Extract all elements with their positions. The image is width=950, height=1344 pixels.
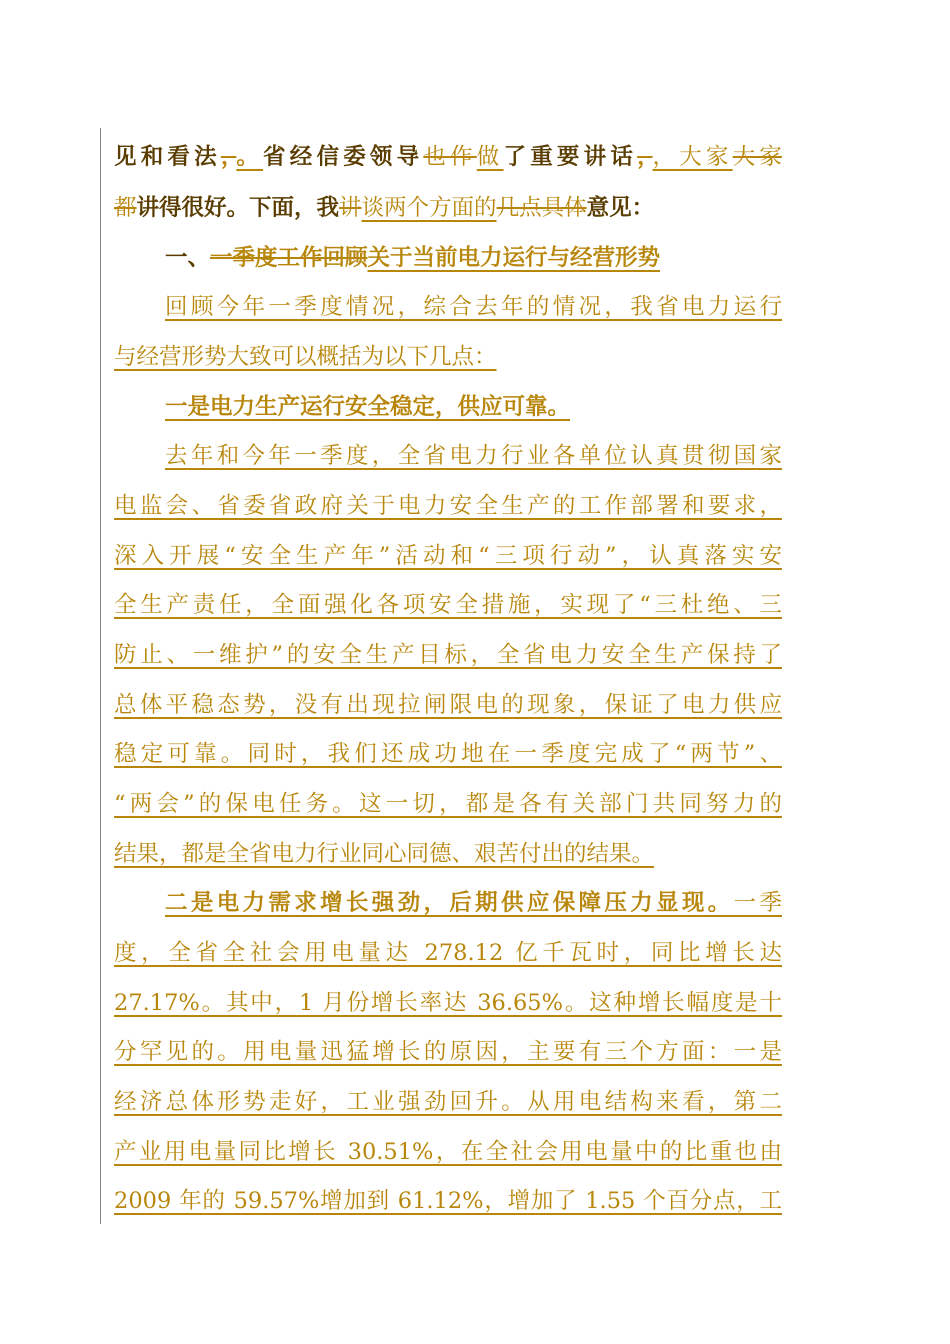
text-line	[114, 688, 782, 722]
deleted-text: ，	[637, 144, 653, 170]
text-line	[114, 1184, 782, 1218]
text-line	[114, 1035, 782, 1069]
inserted-text: “两会”的保电任务。这一切，都是各有关部门共同努力的	[114, 791, 782, 817]
inserted-text: ，大家	[652, 144, 733, 170]
text-line	[114, 140, 782, 174]
text-line	[114, 638, 782, 672]
deleted-text: 几点具体	[496, 195, 587, 221]
inserted-text: 谈两个方面的	[361, 195, 497, 221]
deleted-text: ，	[220, 144, 237, 170]
text-line	[114, 1135, 782, 1169]
inserted-text: 稳定可靠。同时，我们还成功地在一季度完成了“两节”、	[114, 741, 782, 767]
inserted-text: 二是电力需求增长强劲，后期供应保障压力显现。	[165, 890, 734, 916]
deleted-text: 一季度工作回顾	[210, 245, 368, 271]
inserted-text: 27.17%。其中，1 月份增长率达 36.65%。这种增长幅度是十	[114, 990, 782, 1016]
text-line	[114, 539, 782, 573]
inserted-text: 全生产责任，全面强化各项安全措施，实现了“三杜绝、三	[114, 592, 782, 618]
inserted-text: 深入开展“安全生产年”活动和“三项行动”，认真落实安	[114, 543, 782, 569]
text-line	[114, 489, 782, 523]
deleted-text: 也作	[423, 144, 477, 170]
inserted-text: 产业用电量同比增长 30.51%，在全社会用电量中的比重也由	[114, 1139, 782, 1165]
inserted-text: 分罕见的。用电量迅猛增长的原因，主要有三个方面：一是	[114, 1039, 782, 1065]
deleted-text: 都	[114, 195, 137, 221]
text-line	[165, 439, 782, 473]
inserted-text: 回顾今年一季度情况，综合去年的情况，我省电力运行	[165, 294, 782, 320]
inserted-text: 经济总体形势走好，工业强劲回升。从用电结构来看，第二	[114, 1089, 782, 1115]
text-run: 省经信委领导	[263, 144, 424, 170]
inserted-text: 电监会、省委省政府关于电力安全生产的工作部署和要求，	[114, 493, 782, 519]
text-line	[114, 787, 782, 821]
text-run: 意见：	[586, 195, 655, 221]
text-run: 讲得很好。下面，我	[136, 195, 340, 221]
point-heading	[165, 886, 782, 920]
inserted-text: 度，全省全社会用电量达 278.12 亿千瓦时，同比增长达	[114, 940, 782, 966]
inserted-text: 做	[476, 144, 504, 170]
text-line	[114, 986, 782, 1020]
section-heading	[165, 241, 782, 275]
text-line	[114, 737, 782, 771]
text-line	[165, 290, 782, 324]
deleted-text: 讲	[339, 195, 362, 221]
text-line	[114, 936, 782, 970]
text-run: 见和看法	[114, 144, 221, 170]
text-line	[114, 588, 782, 622]
inserted-text: 一是电力生产运行安全稳定，供应可靠。	[165, 394, 571, 420]
deleted-text: 大家	[732, 144, 782, 170]
text-line	[114, 191, 782, 225]
inserted-text: 2009 年的 59.57%增加到 61.12%，增加了 1.55 个百分点，工	[114, 1188, 782, 1214]
text-line	[114, 837, 782, 871]
inserted-text: 与经营形势大致可以概括为以下几点：	[114, 344, 497, 370]
inserted-text: 总体平稳态势，没有出现拉闸限电的现象，保证了电力供应	[114, 692, 782, 718]
revision-margin-line	[100, 128, 101, 1224]
text-run: 了重要讲话	[503, 144, 638, 170]
inserted-text: 关于当前电力运行与经营形势	[367, 245, 661, 271]
inserted-text: 去年和今年一季度，全省电力行业各单位认真贯彻国家	[165, 443, 782, 469]
inserted-text: 。	[236, 144, 264, 170]
text-line	[114, 340, 782, 374]
inserted-text: 一季	[733, 890, 782, 916]
inserted-text: 防止、一维护”的安全生产目标，全省电力安全生产保持了	[114, 642, 782, 668]
inserted-text: 结果，都是全省电力行业同心同德、艰苦付出的结果。	[114, 841, 655, 867]
text-run: 一、	[165, 245, 211, 271]
text-line	[114, 1085, 782, 1119]
point-heading	[165, 390, 782, 424]
